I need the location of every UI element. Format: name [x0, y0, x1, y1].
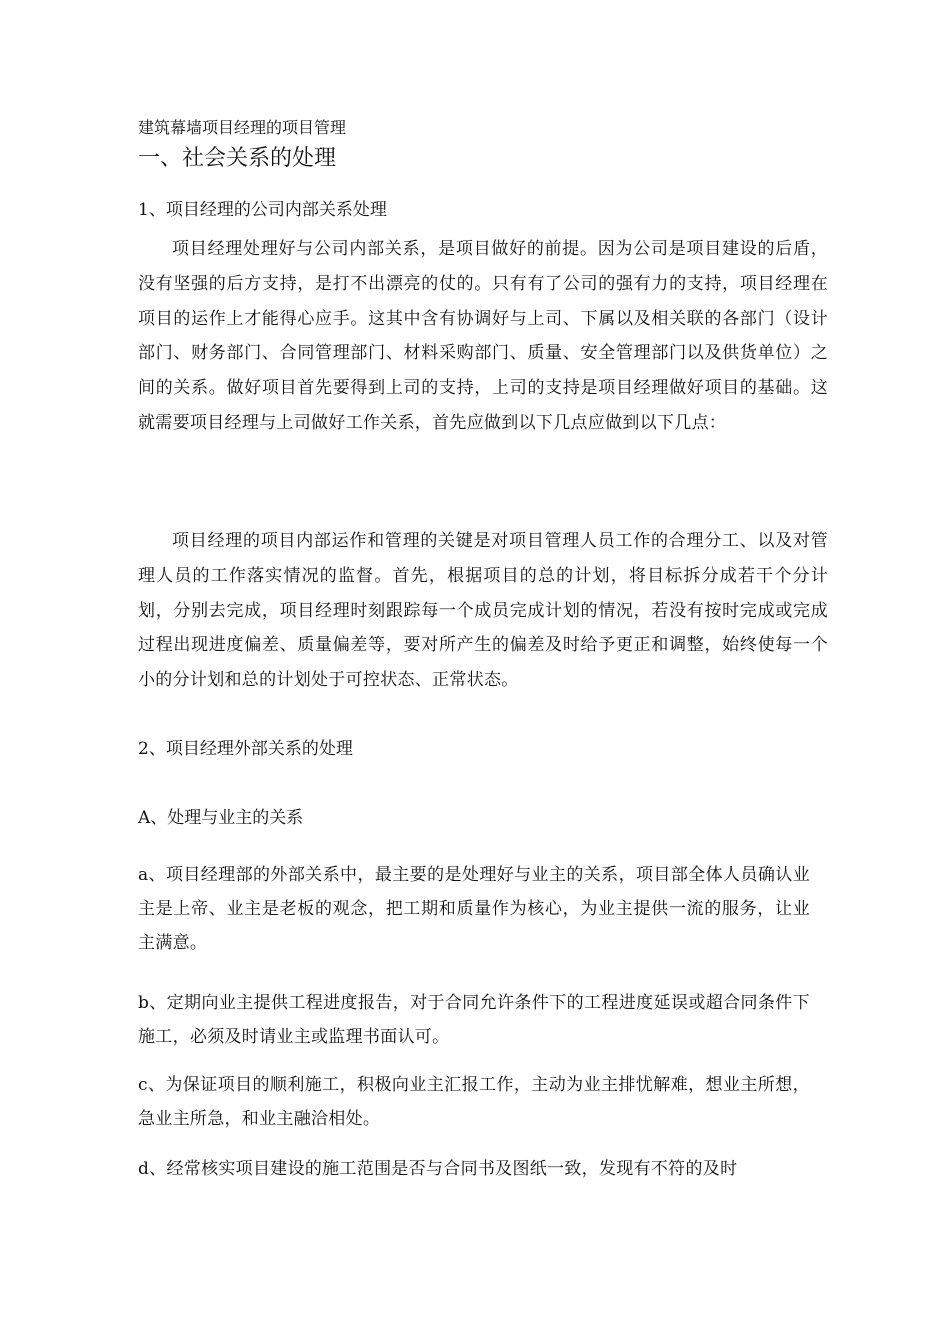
subsection-heading-2: 2、项目经理外部关系的处理	[138, 739, 353, 759]
list-item-a: a、项目经理部的外部关系中，最主要的是处理好与业主的关系，项目部全体人员确认业主是上帝、业主是老板的观念，把工期和质量作为核心，为业主提供一流的服务，让业主满意。	[138, 865, 810, 953]
list-item-c: c、为保证项目的顺利施工，积极向业主汇报工作，主动为业主排忧解难，想业主所想，急业主所急，和业主融洽相处。	[138, 1075, 810, 1129]
paragraph-internal-relations: 项目经理处理好与公司内部关系，是项目做好的前提。因为公司是项目建设的后盾，没有坚强的后方支持，是打不出漂亮的仗的。只有有了公司的强有力的支持，项目经理在项目的运作上才能得心应手。这其中含有协调好与上司、下属以及相关联的各部门（设计部门、财务部门、合同管理部门、材料采购部门、质量、安全管理部门以及供货单位）之间的关系。做好项目首先要得到上司的支持，上司的支持是项目经理做好项目的基础。这就需要项目经理与上司做好工作关系，首先应做到以下几点应做到以下几点：	[138, 239, 828, 433]
section-heading-1: 一、社会关系的处理	[138, 146, 337, 171]
list-item-b: b、定期向业主提供工程进度报告，对于合同允许条件下的工程进度延误或超合同条件下施工，必须及时请业主或监理书面认可。	[138, 993, 810, 1047]
subsection-heading-1: 1、项目经理的公司内部关系处理	[138, 200, 387, 220]
subsection-heading-a: A、处理与业主的关系	[138, 808, 304, 828]
document-title: 建筑幕墙项目经理的项目管理	[138, 118, 347, 137]
list-item-d: d、经常核实项目建设的施工范围是否与合同书及图纸一致，发现有不符的及时	[138, 1159, 738, 1179]
paragraph-internal-management: 项目经理的项目内部运作和管理的关键是对项目管理人员工作的合理分工、以及对管理人员的工作落实情况的监督。首先，根据项目的总的计划，将目标拆分成若干个分计划，分别去完成，项目经理时刻跟踪每一个成员完成计划的情况，若没有按时完成或完成过程出现进度偏差、质量偏差等，要对所产生的偏差及时给予更正和调整，始终使每一个小的分计划和总的计划处于可控状态、正常状态。	[138, 531, 828, 691]
